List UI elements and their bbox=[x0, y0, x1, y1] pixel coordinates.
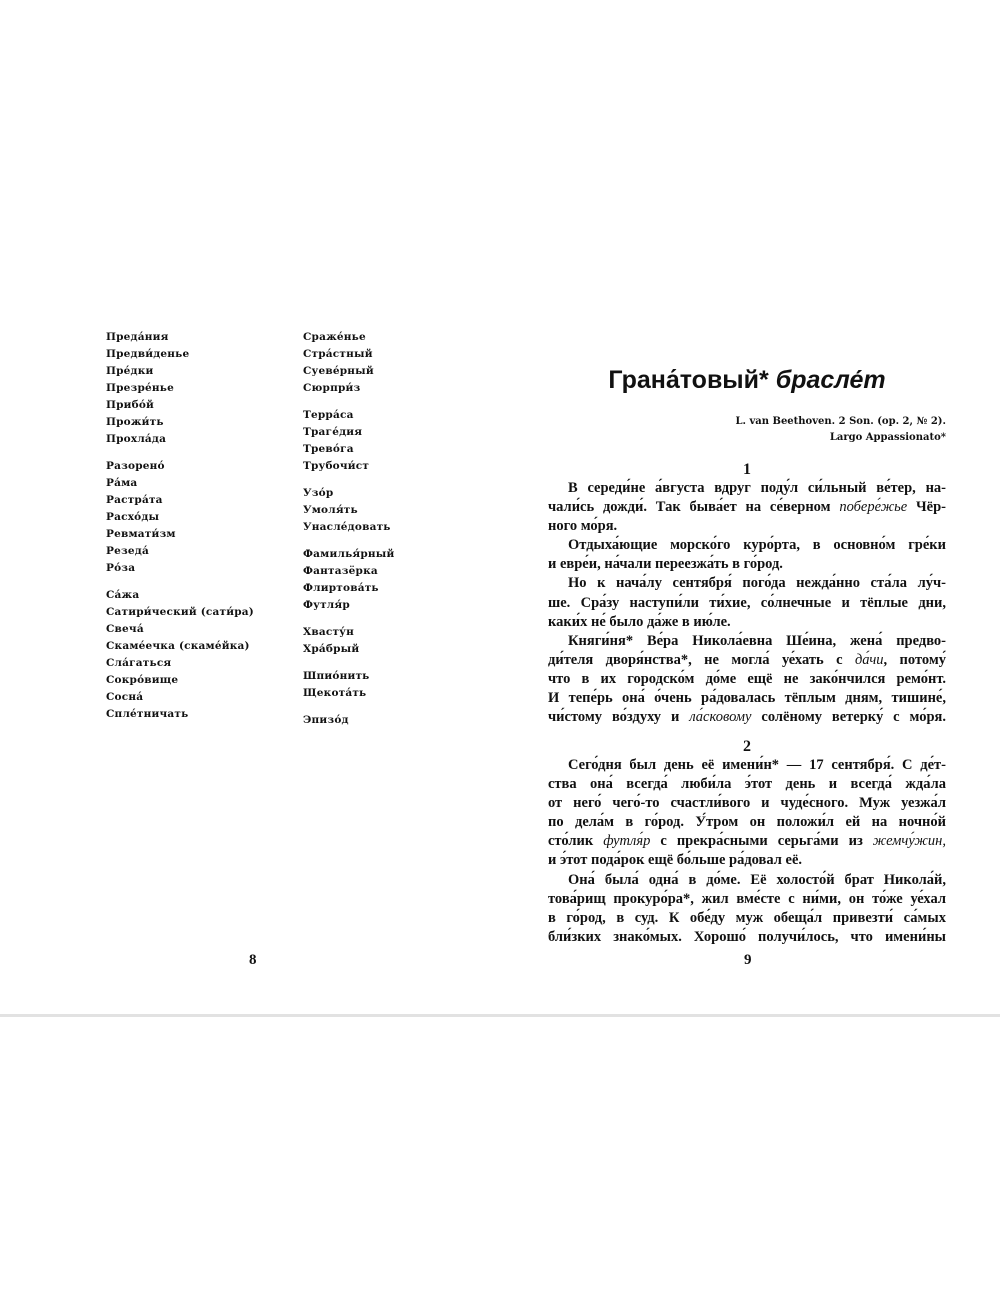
word-group bbox=[303, 485, 395, 536]
text-line bbox=[548, 651, 946, 670]
section-number: 1 bbox=[743, 461, 751, 478]
text-segment: с прекра́сными серьга́ми из bbox=[650, 833, 873, 850]
text-line bbox=[548, 479, 946, 498]
word-item: Спле́тничать bbox=[106, 708, 189, 720]
word-item: Скаме́ечка (скаме́йка) bbox=[106, 640, 250, 652]
word-item: Терра́са bbox=[303, 409, 354, 421]
text-line bbox=[548, 813, 946, 832]
text-segment: Но к нача́лу сентября́ пого́да нежда́нно ста́ла лу́ч- bbox=[568, 575, 946, 592]
word-group bbox=[303, 712, 395, 729]
word-group bbox=[303, 624, 395, 658]
title-plain: Грана́товый* bbox=[608, 366, 769, 394]
word-item: Унасле́довать bbox=[303, 521, 391, 533]
word-item: Резеда́ bbox=[106, 545, 149, 557]
title-italic: брасле́т bbox=[775, 366, 886, 394]
section-1 bbox=[548, 460, 946, 727]
italic-word: жемчу́жин, bbox=[872, 833, 946, 850]
word-item: Растра́та bbox=[106, 494, 163, 506]
word-item: Эпизо́д bbox=[303, 714, 349, 726]
word-item: Презре́нье bbox=[106, 382, 174, 394]
text-line bbox=[548, 794, 946, 813]
word-item: Флиртова́ть bbox=[303, 582, 379, 594]
word-item: Разорено́ bbox=[106, 460, 165, 472]
word-item: Предви́денье bbox=[106, 348, 190, 360]
text-line bbox=[548, 890, 946, 909]
text-line bbox=[548, 708, 946, 727]
text-segment: ства она́ всегда́ люби́ла э́тот день и всегда́ жда́ла bbox=[548, 776, 946, 793]
text-line bbox=[548, 670, 946, 689]
word-group bbox=[303, 407, 395, 475]
word-item: Сокро́вище bbox=[106, 674, 179, 686]
text-line bbox=[548, 756, 946, 775]
word-item: Сраже́нье bbox=[303, 331, 366, 343]
text-segment: Княги́ня* Ве́ра Никола́евна Ше́ина, жена́ предво- bbox=[568, 632, 946, 649]
word-group bbox=[303, 546, 395, 614]
page-number-right: 9 bbox=[744, 952, 752, 968]
text-segment: това́рищ прокуро́ра*, жил вме́сте с ни́ми, он то́же уе́хал bbox=[548, 890, 946, 907]
text-segment: в го́род, в суд. К обе́ду муж обеща́л привезти́ са́мых bbox=[548, 909, 946, 926]
text-segment: и евре́и, на́чали переезжа́ть в го́род. bbox=[548, 556, 783, 573]
word-item: Пре́дки bbox=[106, 365, 154, 377]
text-line bbox=[548, 775, 946, 794]
text-segment: И тепе́рь она́ о́чень ра́довалась тёплым дням, тишине́, bbox=[548, 690, 946, 707]
word-item: Свеча́ bbox=[106, 623, 144, 635]
italic-word: побере́жье bbox=[839, 499, 908, 516]
word-item: Преда́ния bbox=[106, 331, 169, 343]
section-number: 2 bbox=[743, 738, 751, 755]
text-segment: Сего́дня был день её имени́н* — 17 сентября́. С де́т- bbox=[568, 757, 946, 773]
italic-word: футля́р bbox=[603, 833, 651, 850]
text-line bbox=[548, 613, 946, 632]
word-item: Прибо́й bbox=[106, 399, 155, 411]
word-group bbox=[106, 458, 254, 577]
word-item: Трево́га bbox=[303, 443, 354, 455]
page-number-left: 8 bbox=[249, 952, 257, 968]
text-line bbox=[548, 517, 946, 536]
text-line bbox=[548, 555, 946, 574]
text-segment: чали́сь дожди́. Так быва́ет на се́верном bbox=[548, 499, 840, 516]
page-divider bbox=[0, 1014, 1000, 1017]
text-line bbox=[548, 832, 946, 851]
word-item: Фантазёрка bbox=[303, 565, 378, 577]
word-item: Узо́р bbox=[303, 487, 334, 499]
italic-word: да́чи bbox=[854, 651, 884, 668]
word-item: Суеве́рный bbox=[303, 365, 374, 377]
word-item: Сла́гаться bbox=[106, 657, 172, 669]
word-item: Прохла́да bbox=[106, 433, 167, 445]
word-item: Шпио́нить bbox=[303, 670, 370, 682]
word-group bbox=[303, 668, 395, 702]
word-list-column-2 bbox=[303, 329, 395, 739]
word-item: Расхо́ды bbox=[106, 511, 160, 523]
text-segment: каки́х не́ было да́же в ию́ле. bbox=[548, 613, 731, 630]
word-item: Умоля́ть bbox=[303, 504, 358, 516]
text-segment: ного мо́ря. bbox=[548, 518, 618, 535]
text-segment: от него́ чего́-то счастли́вого и чуде́сного. Муж уезжа́л bbox=[548, 795, 946, 812]
word-group bbox=[303, 329, 395, 397]
word-item: Ро́за bbox=[106, 562, 136, 574]
word-item: Са́жа bbox=[106, 589, 140, 601]
word-item: Траге́дия bbox=[303, 426, 363, 438]
text-line bbox=[548, 574, 946, 593]
text-segment: что в их городско́м до́ме ещё не зако́нчился ремо́нт. bbox=[548, 670, 946, 687]
text-line bbox=[548, 689, 946, 708]
text-line bbox=[548, 909, 946, 928]
text-segment: чи́стому во́здуху и bbox=[548, 709, 690, 726]
text-line bbox=[548, 871, 946, 890]
section-2 bbox=[548, 737, 946, 947]
word-item: Сюрпри́з bbox=[303, 382, 361, 394]
word-group bbox=[106, 587, 254, 723]
text-segment: по дела́м в го́род. У́тром он положи́л ей на ночно́й bbox=[548, 814, 946, 831]
word-item: Сосна́ bbox=[106, 691, 144, 703]
chapter-title bbox=[548, 366, 946, 395]
word-list-column-1 bbox=[106, 329, 254, 733]
text-segment: Чёр- bbox=[907, 499, 946, 516]
text-segment: и э́тот пода́рок ещё бо́льше ра́довал её. bbox=[548, 852, 803, 869]
word-item: Ревмати́зм bbox=[106, 528, 176, 540]
word-item: Футля́р bbox=[303, 599, 350, 611]
text-segment: В середи́не а́вгуста вдруг поду́л си́льный ве́тер, на- bbox=[568, 480, 946, 496]
word-item: Щекота́ть bbox=[303, 687, 367, 699]
italic-word: ла́сковому bbox=[689, 709, 752, 726]
word-item: Хра́брый bbox=[303, 643, 360, 655]
word-item: Стра́стный bbox=[303, 348, 373, 360]
word-group bbox=[106, 329, 254, 448]
word-item: Хвасту́н bbox=[303, 626, 354, 638]
word-item: Ра́ма bbox=[106, 477, 138, 489]
word-item: Трубочи́ст bbox=[303, 460, 370, 472]
text-line bbox=[548, 536, 946, 555]
text-line bbox=[548, 594, 946, 613]
text-line bbox=[548, 928, 946, 947]
text-line bbox=[548, 498, 946, 517]
text-segment: ди́теля дворя́нства*, не могла́ уе́хать с bbox=[548, 651, 855, 668]
word-item: Фамилья́рный bbox=[303, 548, 395, 560]
text-segment: Отдыха́ющие морско́го куро́рта, в основно́м гре́ки bbox=[568, 537, 946, 554]
epigraph-line-2: Largo Appassionato* bbox=[829, 432, 946, 443]
text-segment: ше. Сра́зу наступи́ли ти́хие, со́лнечные и тёплые дни, bbox=[548, 594, 946, 611]
text-line bbox=[548, 851, 946, 870]
epigraph-line-1: L. van Beethoven. 2 Son. (op. 2, № 2). bbox=[735, 416, 946, 427]
text-segment: , потому́ bbox=[883, 651, 946, 668]
word-item: Сатири́ческий (сати́ра) bbox=[106, 606, 254, 618]
word-item: Прожи́ть bbox=[106, 416, 164, 428]
text-segment: Она́ была́ одна́ в до́ме. Её холосто́й брат Никола́й, bbox=[568, 871, 946, 888]
text-segment: бли́зких знако́мых. Хорошо́ получи́лось, что имени́ны bbox=[548, 928, 946, 945]
text-line bbox=[548, 632, 946, 651]
text-segment: сто́лик bbox=[548, 833, 604, 850]
text-segment: солёному ветерку́ с мо́ря. bbox=[751, 709, 947, 726]
